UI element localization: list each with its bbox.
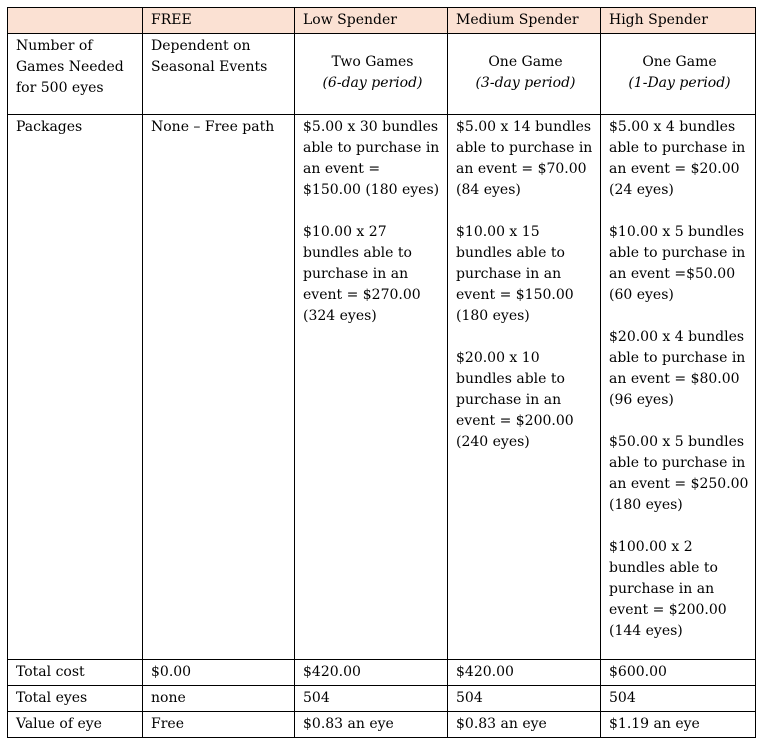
packages-free: None – Free path [143, 115, 295, 660]
package-item: $10.00 x 27 bundles able to purchase in an event = $270.00 (324 eyes) [303, 224, 421, 324]
total-cost-low: $420.00 [295, 660, 448, 686]
games-needed-medium [448, 34, 601, 115]
packages-row [8, 115, 756, 660]
games-needed-free: Dependent on Seasonal Events [143, 34, 295, 115]
total-eyes-free: none [143, 686, 295, 712]
value-of-eye-medium: $0.83 an eye [448, 712, 601, 738]
package-item: $100.00 x 2 bundles able to purchase in an event = $200.00 (144 eyes) [609, 539, 727, 639]
games-needed-row [8, 34, 756, 115]
header-high-spender: High Spender [601, 8, 756, 34]
package-item: $5.00 x 30 bundles able to purchase in an event = $150.00 (180 eyes) [303, 119, 440, 198]
package-item: $20.00 x 4 bundles able to purchase in an event = $80.00 (96 eyes) [609, 329, 746, 408]
games-needed-low [295, 34, 448, 115]
total-eyes-row [8, 686, 756, 712]
games-period-low: (6-day period) [322, 75, 423, 91]
package-item: $5.00 x 14 bundles able to purchase in an event = $70.00 (84 eyes) [456, 119, 593, 198]
header-medium-spender: Medium Spender [448, 8, 601, 34]
total-eyes-low: 504 [295, 686, 448, 712]
total-cost-label: Total cost [8, 660, 143, 686]
package-item: $10.00 x 5 bundles able to purchase in an event =$50.00 (60 eyes) [609, 224, 746, 303]
package-item: $5.00 x 4 bundles able to purchase in an event = $20.00 (24 eyes) [609, 119, 746, 198]
packages-high [601, 115, 756, 660]
total-eyes-medium: 504 [448, 686, 601, 712]
total-cost-high: $600.00 [601, 660, 756, 686]
value-of-eye-label: Value of eye [8, 712, 143, 738]
value-of-eye-high: $1.19 an eye [601, 712, 756, 738]
games-needed-label: Number of Games Needed for 500 eyes [8, 34, 143, 115]
value-of-eye-low: $0.83 an eye [295, 712, 448, 738]
package-item: $20.00 x 10 bundles able to purchase in an event = $200.00 (240 eyes) [456, 350, 574, 450]
total-cost-row [8, 660, 756, 686]
packages-medium [448, 115, 601, 660]
games-count-high: One Game [642, 54, 717, 70]
value-of-eye-free: Free [143, 712, 295, 738]
packages-low [295, 115, 448, 660]
games-needed-high [601, 34, 756, 115]
header-free: FREE [143, 8, 295, 34]
packages-label: Packages [8, 115, 143, 660]
spending-comparison-table [7, 7, 756, 738]
games-count-low: Two Games [331, 54, 414, 70]
total-eyes-high: 504 [601, 686, 756, 712]
games-count-medium: One Game [488, 54, 563, 70]
games-period-high: (1-Day period) [628, 75, 731, 91]
games-period-medium: (3-day period) [475, 75, 576, 91]
total-cost-free: $0.00 [143, 660, 295, 686]
header-corner-cell [8, 8, 143, 34]
package-item: $50.00 x 5 bundles able to purchase in an event = $250.00 (180 eyes) [609, 434, 749, 513]
header-low-spender: Low Spender [295, 8, 448, 34]
total-cost-medium: $420.00 [448, 660, 601, 686]
header-row [8, 8, 756, 34]
package-item: $10.00 x 15 bundles able to purchase in an event = $150.00 (180 eyes) [456, 224, 574, 324]
value-of-eye-row [8, 712, 756, 738]
total-eyes-label: Total eyes [8, 686, 143, 712]
